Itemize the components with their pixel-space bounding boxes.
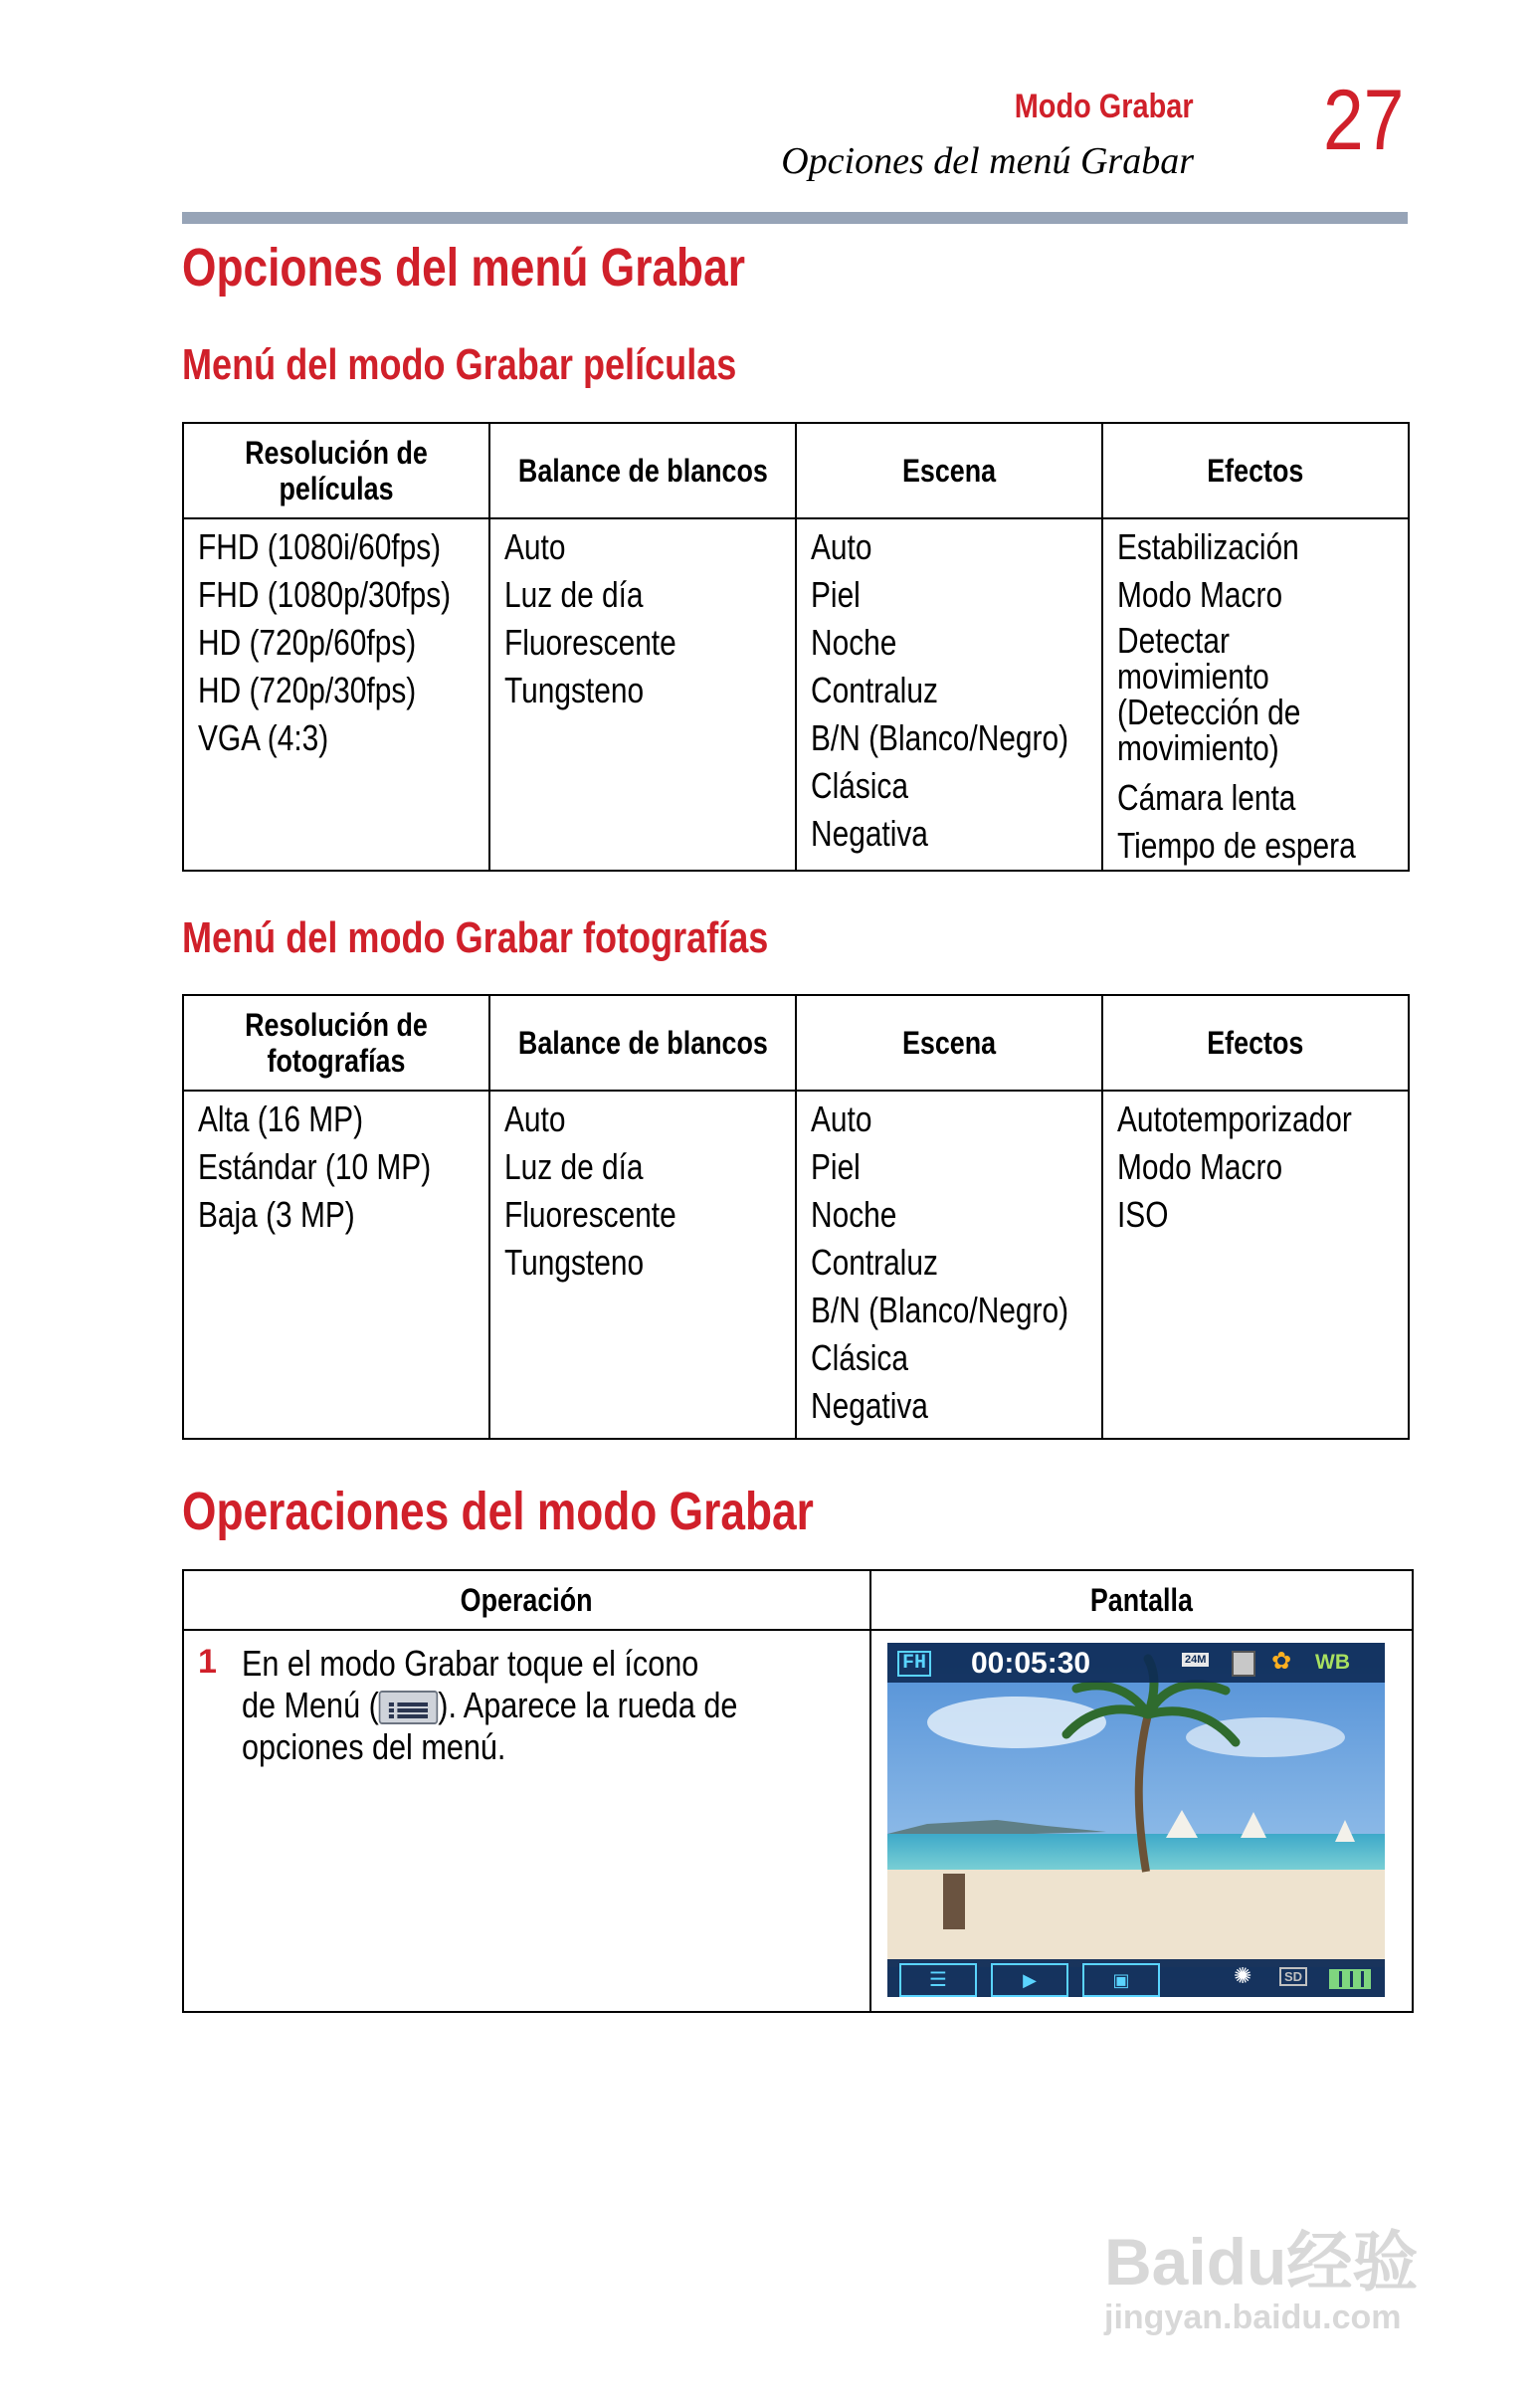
list-item: Luz de día	[504, 1146, 644, 1187]
watermark-logo: Baidu经验	[1104, 2225, 1419, 2299]
page-number: 27	[1323, 73, 1405, 168]
column-header: Pantalla	[870, 1570, 1413, 1630]
list-item: Contraluz	[811, 1242, 938, 1283]
column-header: Escena	[796, 995, 1102, 1091]
list-item: FHD (1080i/60fps)	[198, 526, 442, 567]
list-item: Noche	[811, 622, 897, 663]
table-cell	[183, 1091, 489, 1439]
list-item: Clásica	[811, 765, 908, 806]
list-item: Piel	[811, 1146, 861, 1187]
list-item: Detectar movimiento (Detección de movimiento)	[1117, 620, 1301, 768]
column-header: Escena	[796, 423, 1102, 518]
column-header: Resolución de películas	[183, 423, 489, 518]
sd-card-indicator: SD	[1279, 1967, 1307, 1986]
list-item: Estándar (10 MP)	[198, 1146, 432, 1187]
video-menu-heading: Menú del modo Grabar películas	[182, 340, 737, 389]
light-icon: ✺	[1234, 1963, 1252, 1988]
mode-switch-button[interactable]: ▣	[1082, 1963, 1160, 1997]
column-header: Operación	[183, 1570, 870, 1630]
video-menu-table	[182, 422, 1410, 872]
list-item: Alta (16 MP)	[198, 1099, 364, 1139]
table-cell	[796, 1091, 1102, 1439]
list-item: Noche	[811, 1194, 897, 1235]
playback-button[interactable]: ▶	[991, 1963, 1068, 1997]
menu-icon	[379, 1691, 439, 1724]
table-cell	[870, 1630, 1413, 2012]
step-number: 1	[198, 1643, 217, 1681]
main-heading: Opciones del menú Grabar	[182, 238, 745, 298]
list-item: Negativa	[811, 1385, 928, 1426]
menu-button[interactable]: ☰	[899, 1963, 977, 1997]
scene-flower-icon: ✿	[1271, 1648, 1292, 1675]
list-item: Tungsteno	[504, 670, 645, 710]
list-item: Auto	[811, 1099, 872, 1139]
photo-menu-table	[182, 994, 1410, 1440]
step-text: En el modo Grabar toque el ícono de Menú ( ). Aparece la rueda de opciones del menú.	[242, 1643, 738, 1767]
timecode: 00:05:30	[971, 1647, 1091, 1680]
header-subsection-title: Opciones del menú Grabar	[781, 140, 1194, 182]
table-cell	[1102, 518, 1409, 871]
list-item: Piel	[811, 574, 861, 615]
list-item: Modo Macro	[1117, 1146, 1283, 1187]
table-cell	[489, 1091, 796, 1439]
beach-scene-image	[887, 1643, 1385, 1997]
table-cell	[1102, 1091, 1409, 1439]
list-item: FHD (1080p/30fps)	[198, 574, 452, 615]
storage-indicator: 24M	[1182, 1653, 1209, 1667]
list-item: HD (720p/30fps)	[198, 670, 417, 710]
white-balance-indicator: WB	[1315, 1651, 1350, 1674]
list-item: Auto	[504, 526, 566, 567]
watermark-url: jingyan.baidu.com	[1104, 2299, 1402, 2336]
list-item: Cámara lenta	[1117, 777, 1296, 818]
list-item: Estabilización	[1117, 526, 1299, 567]
list-item: Negativa	[811, 813, 928, 854]
battery-icon	[1329, 1969, 1371, 1989]
list-item: Modo Macro	[1117, 574, 1283, 615]
list-item: Tungsteno	[504, 1242, 645, 1283]
column-header: Resolución de fotografías	[183, 995, 489, 1091]
list-item: Auto	[811, 526, 872, 567]
list-item: Autotemporizador	[1117, 1099, 1352, 1139]
list-item: HD (720p/60fps)	[198, 622, 417, 663]
list-item: Auto	[504, 1099, 566, 1139]
column-header: Balance de blancos	[489, 995, 796, 1091]
column-header: Balance de blancos	[489, 423, 796, 518]
list-item: ISO	[1117, 1194, 1169, 1235]
list-item: Fluorescente	[504, 622, 676, 663]
list-item: Luz de día	[504, 574, 644, 615]
list-item: VGA (4:3)	[198, 717, 329, 758]
list-item: Fluorescente	[504, 1194, 676, 1235]
operation-step	[184, 1631, 869, 1768]
list-item: B/N (Blanco/Negro)	[811, 1290, 1069, 1330]
table-cell	[796, 518, 1102, 871]
list-item: B/N (Blanco/Negro)	[811, 717, 1069, 758]
list-item: Contraluz	[811, 670, 938, 710]
header-section-title: Modo Grabar	[1015, 88, 1194, 125]
operations-table	[182, 1569, 1414, 2013]
table-cell	[489, 518, 796, 871]
resolution-badge: FH	[897, 1651, 931, 1677]
photo-menu-heading: Menú del modo Grabar fotografías	[182, 913, 769, 962]
column-header: Efectos	[1102, 995, 1409, 1091]
column-header: Efectos	[1102, 423, 1409, 518]
list-item: Clásica	[811, 1337, 908, 1378]
operations-heading: Operaciones del modo Grabar	[182, 1482, 814, 1541]
header-rule	[182, 212, 1408, 224]
list-item: Baja (3 MP)	[198, 1194, 355, 1235]
table-cell	[183, 1630, 870, 2012]
exposure-icon	[1232, 1651, 1255, 1677]
camera-screen	[887, 1643, 1385, 1997]
table-cell	[183, 518, 489, 871]
list-item: Tiempo de espera	[1117, 825, 1356, 866]
